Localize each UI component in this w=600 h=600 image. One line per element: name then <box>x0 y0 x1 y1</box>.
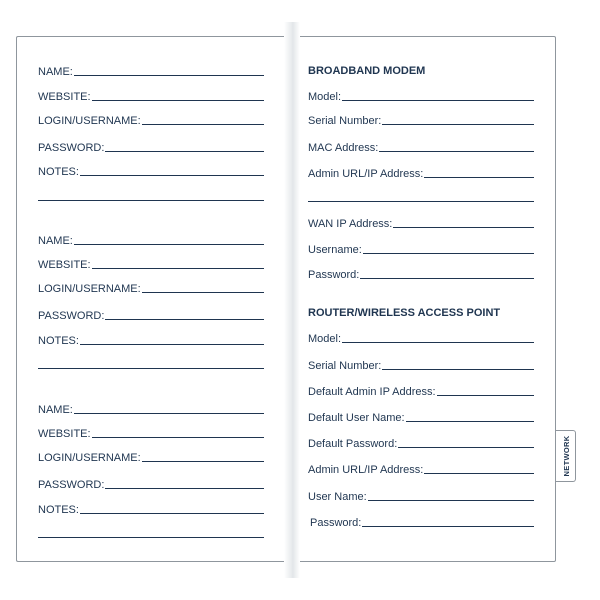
modem-serial-field[interactable]: Serial Number: <box>308 113 534 127</box>
entry-1-notes-field[interactable]: NOTES: <box>38 164 264 178</box>
modem-model-field[interactable]: Model: <box>308 89 534 103</box>
modem-wan-ip-field[interactable]: WAN IP Address: <box>308 216 534 230</box>
entry-2-password-field[interactable]: PASSWORD: <box>38 308 264 322</box>
entry-3-login-field[interactable]: LOGIN/USERNAME: <box>38 450 264 464</box>
book-spine <box>284 22 300 578</box>
router-default-ip-field[interactable]: Default Admin IP Address: <box>308 384 534 398</box>
entry-1-password-field[interactable]: PASSWORD: <box>38 140 264 154</box>
router-password-field[interactable]: Password: <box>310 515 534 529</box>
entry-3-notes-extra-line[interactable] <box>38 537 264 538</box>
modem-username-field[interactable]: Username: <box>308 242 534 256</box>
entry-1-name-field[interactable]: NAME: <box>38 64 264 78</box>
entry-1-website-field[interactable]: WEBSITE: <box>38 89 264 103</box>
router-model-field[interactable]: Model: <box>308 331 534 345</box>
entry-2-name-field[interactable]: NAME: <box>38 233 264 247</box>
entry-2-login-field[interactable]: LOGIN/USERNAME: <box>38 281 264 295</box>
modem-password-field[interactable]: Password: <box>308 267 534 281</box>
router-admin-url-field[interactable]: Admin URL/IP Address: <box>308 462 534 476</box>
router-default-user-field[interactable]: Default User Name: <box>308 410 534 424</box>
router-heading: ROUTER/WIRELESS ACCESS POINT <box>308 307 501 319</box>
entry-3-notes-field[interactable]: NOTES: <box>38 502 264 516</box>
broadband-modem-heading: BROADBAND MODEM <box>308 65 426 77</box>
entry-3-name-field[interactable]: NAME: <box>38 402 264 416</box>
network-section-tab[interactable] <box>556 430 576 482</box>
modem-admin-url-field[interactable]: Admin URL/IP Address: <box>308 166 534 180</box>
router-user-name-field[interactable]: User Name: <box>308 489 534 503</box>
entry-2-website-field[interactable]: WEBSITE: <box>38 257 264 271</box>
modem-admin-url-extra-line[interactable] <box>308 201 534 202</box>
network-tab-label: NETWORK <box>562 435 571 477</box>
entry-2-notes-extra-line[interactable] <box>38 368 264 369</box>
router-default-password-field[interactable]: Default Password: <box>308 436 534 450</box>
entry-3-password-field[interactable]: PASSWORD: <box>38 477 264 491</box>
entry-3-website-field[interactable]: WEBSITE: <box>38 426 264 440</box>
modem-mac-field[interactable]: MAC Address: <box>308 140 534 154</box>
entry-1-login-field[interactable]: LOGIN/USERNAME: <box>38 113 264 127</box>
router-serial-field[interactable]: Serial Number: <box>308 358 534 372</box>
entry-1-notes-extra-line[interactable] <box>38 200 264 201</box>
entry-2-notes-field[interactable]: NOTES: <box>38 333 264 347</box>
